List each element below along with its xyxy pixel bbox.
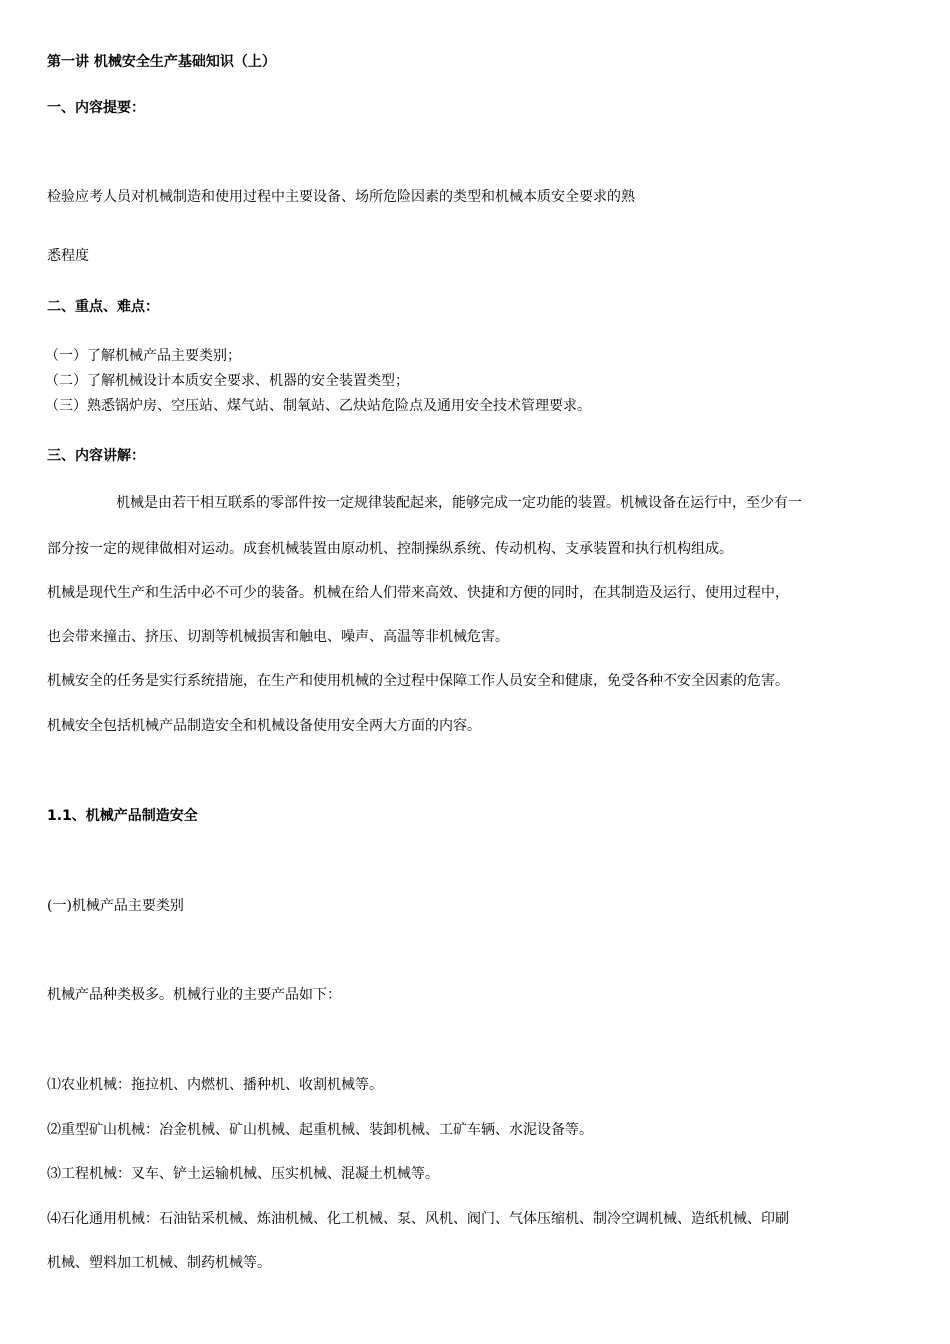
product-list-item: ⑴农业机械：拖拉机、内燃机、播种机、收割机械等。 bbox=[47, 1077, 383, 1093]
summary-text-line: 检验应考人员对机械制造和使用过程中主要设备、场所危险因素的类型和机械本质安全要求的熟 bbox=[47, 189, 635, 205]
key-point-item: （一）了解机械产品主要类别； bbox=[45, 348, 241, 364]
paragraph-line: 机械是由若干相互联系的零部件按一定规律装配起来，能够完成一定功能的装置。机械设备在运行中，至少有一 bbox=[116, 495, 802, 511]
section-heading-explanation: 三、内容讲解： bbox=[47, 448, 145, 464]
section-heading-summary: 一、内容提要： bbox=[47, 100, 145, 116]
product-list-item: ⑷石化通用机械：石油钻采机械、炼油机械、化工机械、泵、风机、阀门、气体压缩机、制冷空调机械、造纸机械、印刷 bbox=[47, 1211, 789, 1227]
paragraph-line: 机械安全包括机械产品制造安全和机械设备使用安全两大方面的内容。 bbox=[47, 718, 481, 734]
subsection-intro: 机械产品种类极多。机械行业的主要产品如下： bbox=[47, 987, 341, 1003]
paragraph-line: 机械安全的任务是实行系统措施，在生产和使用机械的全过程中保障工作人员安全和健康，免受各种不安全因素的危害。 bbox=[47, 673, 789, 689]
key-point-item: （三）熟悉锅炉房、空压站、煤气站、制氧站、乙炔站危险点及通用安全技术管理要求。 bbox=[45, 398, 591, 414]
paragraph-line: 机械是现代生产和生活中必不可少的装备。机械在给人们带来高效、快捷和方便的同时，在其制造及运行、使用过程中， bbox=[47, 585, 789, 601]
subsection-heading: 1.1、机械产品制造安全 bbox=[47, 808, 198, 824]
product-list-item: ⑶工程机械：叉车、铲土运输机械、压实机械、混凝土机械等。 bbox=[47, 1166, 439, 1182]
paragraph-line: 部分按一定的规律做相对运动。成套机械装置由原动机、控制操纵系统、传动机构、支承装置和执行机构组成。 bbox=[47, 541, 733, 557]
key-point-item: （二）了解机械设计本质安全要求、机器的安全装置类型； bbox=[45, 373, 409, 389]
product-list-item: 机械、塑料加工机械、制药机械等。 bbox=[47, 1255, 271, 1271]
paragraph-line: 也会带来撞击、挤压、切割等机械损害和触电、噪声、高温等非机械危害。 bbox=[47, 629, 509, 645]
section-heading-key-points: 二、重点、难点： bbox=[47, 299, 159, 315]
subsection-subheading: (一)机械产品主要类别 bbox=[47, 898, 184, 914]
product-list-item: ⑵重型矿山机械：冶金机械、矿山机械、起重机械、装卸机械、工矿车辆、水泥设备等。 bbox=[47, 1122, 593, 1138]
summary-text-line: 悉程度 bbox=[47, 248, 89, 264]
page-title: 第一讲 机械安全生产基础知识（上） bbox=[47, 54, 276, 70]
